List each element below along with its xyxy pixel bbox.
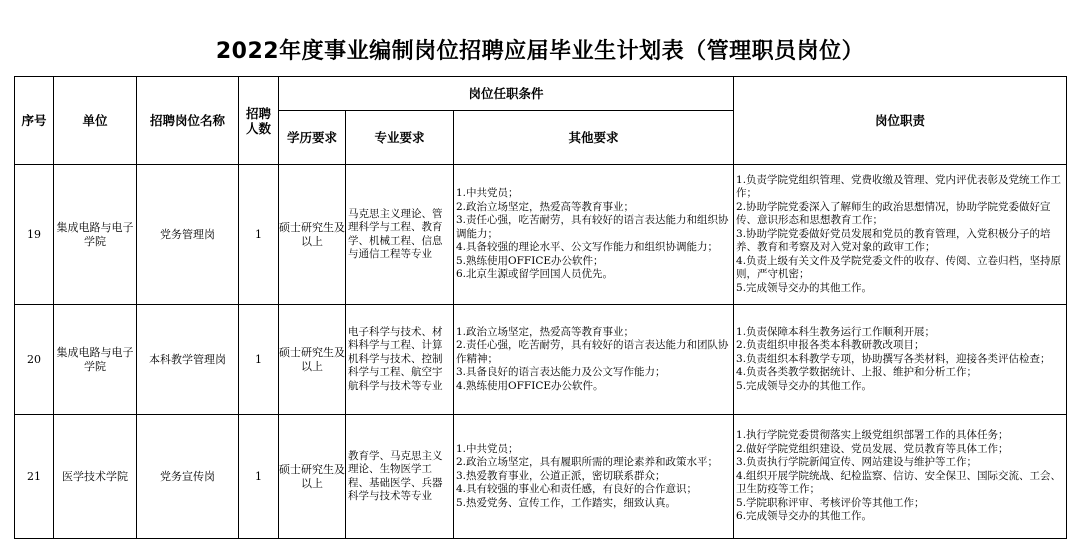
duty-line: 3.协助学院党委做好党员发展和党员的教育管理，入党积极分子的培养、教育和考察及对入党对象的政审工作；: [736, 227, 1051, 254]
cell-duties: [734, 165, 1067, 305]
duty-line: 2.协助学院党委深入了解师生的政治思想情况，协助学院党委做好宣传、意识形态和思想教育工作；: [736, 200, 1051, 227]
other-requirement-line: 5.熟练使用OFFICE办公软件；: [456, 254, 604, 267]
duty-line: 5.学院职称评审、考核评价等其他工作；: [736, 496, 925, 509]
cell-education: 硕士研究生及以上: [279, 415, 346, 539]
cell-education: 硕士研究生及以上: [279, 165, 346, 305]
cell-education: 硕士研究生及以上: [279, 305, 346, 415]
duty-line: 4.负责上级有关文件及学院党委文件的收存、传阅、立卷归档，坚持原则，严守机密；: [736, 254, 1062, 281]
header-row-top: [15, 77, 1067, 111]
cell-count: 1: [239, 165, 279, 305]
header-count: 招聘人数: [239, 77, 279, 165]
cell-position: 党务宣传岗: [137, 415, 239, 539]
cell-count: 1: [239, 305, 279, 415]
cell-position: 本科教学管理岗: [137, 305, 239, 415]
other-requirement-line: 3.责任心强，吃苦耐劳，具有较好的语言表达能力和组织协调能力；: [456, 214, 729, 240]
header-seq: 序号: [15, 77, 54, 165]
duty-line: 6.完成领导交办的其他工作。: [736, 510, 873, 523]
duty-line: 2.负责组织申报各类本科教研教改项目；: [736, 339, 925, 352]
page-title: 2022年度事业编制岗位招聘应届毕业生计划表（管理职员岗位）: [215, 39, 865, 64]
cell-duties: [734, 415, 1067, 539]
header-other: 其他要求: [454, 111, 734, 165]
other-requirement-line: 2.政治立场坚定，热爱高等教育事业；: [456, 200, 635, 213]
duty-line: 4.组织开展学院统战、纪检监察、信访、安全保卫、国际交流、工会、卫生防疫等工作；: [736, 469, 1062, 496]
other-requirement-line: 4.熟练使用OFFICE办公软件。: [456, 379, 604, 392]
other-requirement-line: 1.中共党员；: [456, 442, 519, 455]
other-requirement-line: 1.政治立场坚定，热爱高等教育事业；: [456, 325, 635, 338]
table-row: [15, 165, 1067, 305]
other-requirement-line: 2.责任心强，吃苦耐劳，具有较好的语言表达能力和团队协作精神；: [456, 339, 729, 365]
other-requirement-line: 4.具有较强的事业心和责任感，有良好的合作意识；: [456, 483, 698, 496]
cell-seq: 19: [15, 165, 54, 305]
other-requirement-line: 3.热爱教育事业，公道正派，密切联系群众；: [456, 469, 666, 482]
duty-line: 1.负责学院党组织管理、党费收缴及管理、党内评优表彰及党统工作工作；: [736, 173, 1062, 200]
duty-line: 3.负责组织本科教学专项，协助撰写各类材料，迎接各类评估检查；: [736, 352, 1051, 365]
header-duties: 岗位职责: [734, 77, 1067, 165]
cell-position: 党务管理岗: [137, 165, 239, 305]
header-unit: 单位: [54, 77, 137, 165]
table-row: [15, 415, 1067, 539]
cell-other: [454, 165, 734, 305]
duty-line: 3.负责执行学院新闻宣传、网站建设与维护等工作；: [736, 456, 978, 469]
cell-other: [454, 415, 734, 539]
other-requirement-line: 1.中共党员；: [456, 187, 519, 200]
duty-line: 4.负责各类教学数据统计、上报、维护和分析工作；: [736, 366, 978, 379]
cell-count: 1: [239, 415, 279, 539]
other-requirement-line: 2.政治立场坚定，具有履职所需的理论素养和政策水平；: [456, 456, 719, 469]
table-row: [15, 305, 1067, 415]
duty-line: 1.负责保障本科生教务运行工作顺利开展；: [736, 325, 936, 338]
header-conditions: 岗位任职条件: [279, 77, 734, 111]
other-requirement-line: 3.具备良好的语言表达能力及公文写作能力；: [456, 366, 666, 379]
cell-seq: 21: [15, 415, 54, 539]
other-requirement-line: 5.热爱党务、宣传工作，工作踏实，细致认真。: [456, 496, 677, 509]
duty-line: 5.完成领导交办的其他工作。: [736, 379, 873, 392]
cell-unit: 集成电路与电子学院: [54, 305, 137, 415]
cell-major: 电子科学与技术、材料科学与工程、计算机科学与技术、控制科学与工程、航空宇航科学与技术等专业: [346, 305, 454, 415]
cell-major: 马克思主义理论、管理科学与工程、教育学、机械工程、信息与通信工程等专业: [346, 165, 454, 305]
header-education: 学历要求: [279, 111, 346, 165]
duty-line: 1.执行学院党委贯彻落实上级党组织部署工作的具体任务；: [736, 429, 1009, 442]
cell-other: [454, 305, 734, 415]
cell-unit: 集成电路与电子学院: [54, 165, 137, 305]
header-position: 招聘岗位名称: [137, 77, 239, 165]
other-requirement-line: 4.具备较强的理论水平、公文写作能力和组织协调能力；: [456, 241, 719, 254]
other-requirement-line: 6.北京生源或留学回国人员优先。: [456, 268, 614, 281]
cell-unit: 医学技术学院: [54, 415, 137, 539]
duty-line: 5.完成领导交办的其他工作。: [736, 281, 873, 294]
duty-line: 2.做好学院党组织建设、党员发展、党员教育等具体工作；: [736, 442, 1009, 455]
header-major: 专业要求: [346, 111, 454, 165]
recruitment-plan-table: [14, 76, 1067, 539]
cell-seq: 20: [15, 305, 54, 415]
cell-major: 教育学、马克思主义理论、生物医学工程、基础医学、兵器科学与技术等专业: [346, 415, 454, 539]
cell-duties: [734, 305, 1067, 415]
